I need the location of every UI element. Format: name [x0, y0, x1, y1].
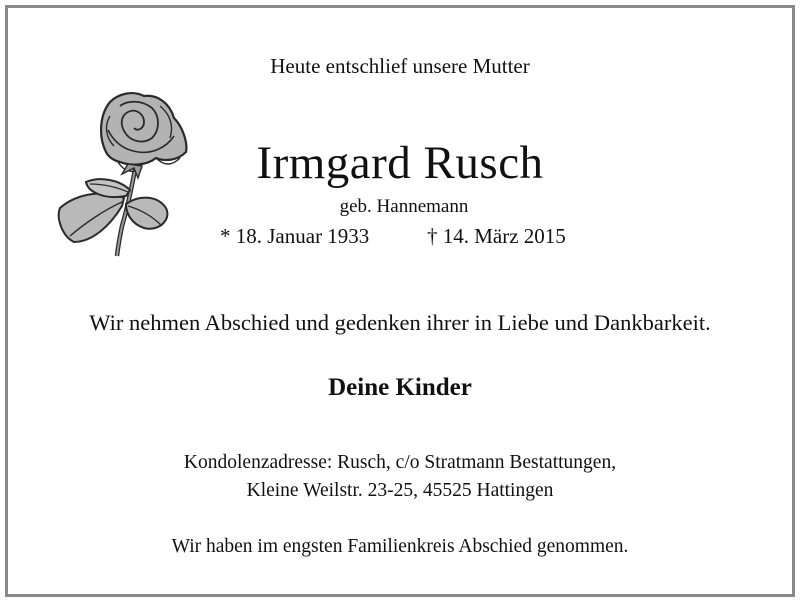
- deceased-name: Irmgard Rusch: [256, 137, 544, 189]
- farewell-text: Wir nehmen Abschied und gedenken ihrer in Liebe und Dankbarkeit.: [89, 310, 711, 335]
- intro-text: Heute entschlief unsere Mutter: [270, 54, 530, 78]
- condolence-address-line-1: Kondolenzadresse: Rusch, c/o Stratmann Bestattungen,: [183, 452, 617, 473]
- death-date: † 14. März 2015: [427, 224, 566, 248]
- birth-name: geb. Hannemann: [339, 196, 469, 217]
- condolence-address-line-2: Kleine Weilstr. 23-25, 45525 Hattingen: [246, 480, 554, 501]
- closing-text: Wir haben im engsten Familienkreis Abschied genommen.: [171, 536, 629, 557]
- signature: Deine Kinder: [328, 374, 472, 401]
- birth-date: * 18. Januar 1933: [220, 224, 370, 248]
